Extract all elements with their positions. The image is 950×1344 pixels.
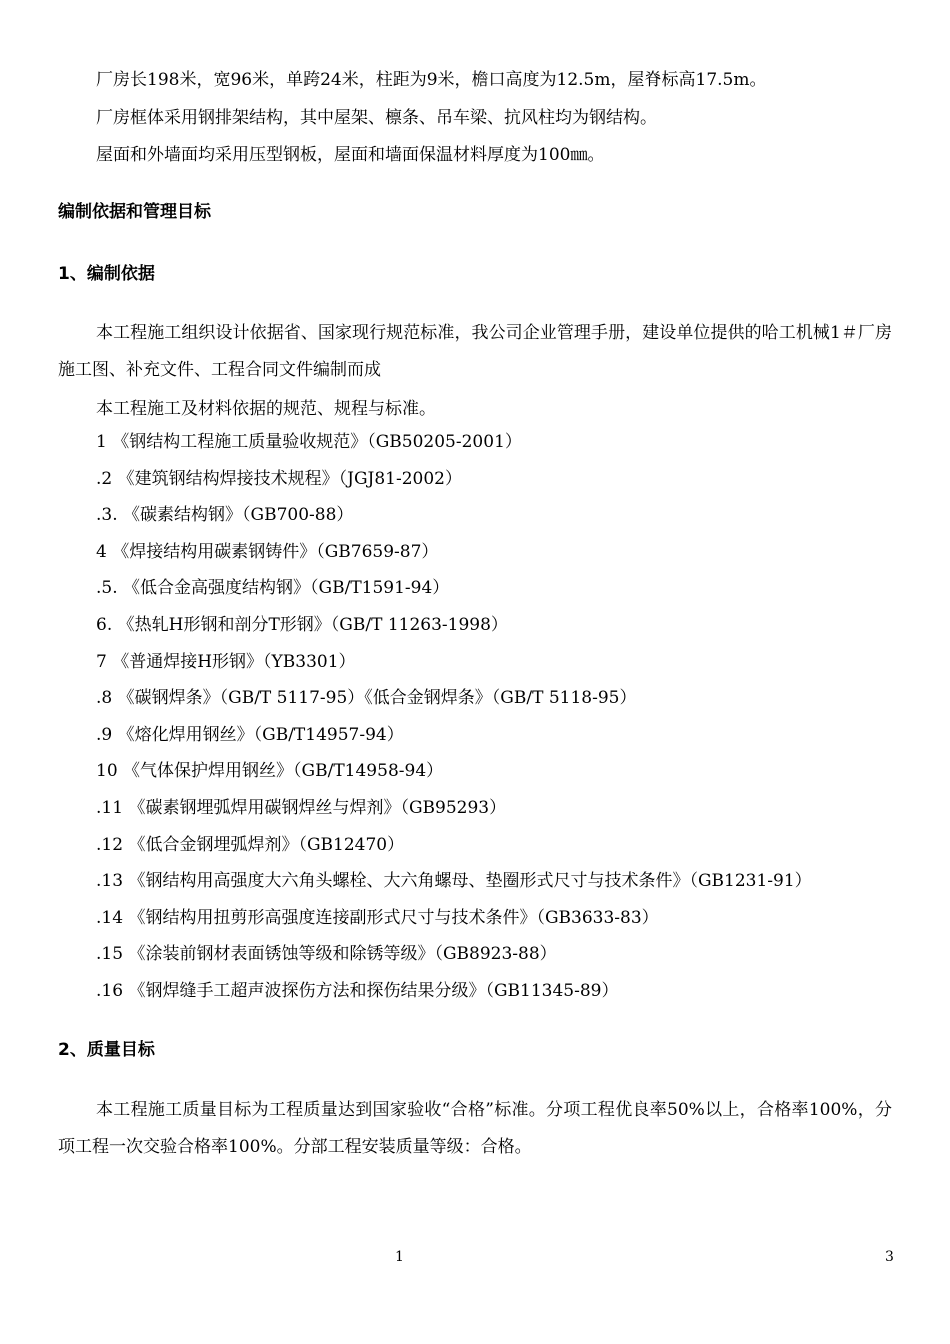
reference-item-16: .16 《钢焊缝手工超声波探伤方法和探伤结果分级》（GB11345-89） [96,980,619,1001]
reference-item-13: .13 《钢结构用高强度大六角头螺栓、大六角螺母、垫圈形式尺寸与技术条件》（GB1231-91） [96,871,812,892]
reference-item-1: 1 《钢结构工程施工质量验收规范》（GB50205-2001） [96,432,522,452]
reference-list [96,428,812,1014]
reference-item-7: 7 《普通焊接H形钢》（YB3301） [96,651,356,672]
reference-item-6: 6. 《热轧H形钢和剖分T形钢》（GB/T 11263-1998） [96,614,508,635]
quality-heading: 2、质量目标 [58,1040,155,1060]
intro-line-2: 厂房框体采用钢排架结构，其中屋架、檩条、吊车梁、抗风柱均为钢结构。 [96,108,657,128]
section-title: 编制依据和管理目标 [58,202,211,222]
reference-item-3: .3. 《碳素结构钢》（GB700-88） [96,505,354,526]
intro-line-1: 厂房长198米，宽96米，单跨24米，柱距为9米，檐口高度为12.5m，屋脊标高17.5m。 [96,70,767,90]
reference-item-5: .5. 《低合金高强度结构钢》（GB/T1591-94） [96,578,450,599]
reference-item-10: 10 《气体保护焊用钢丝》（GB/T14958-94） [96,761,444,782]
basis-heading: 1、编制依据 [58,264,155,284]
reference-item-2: .2 《建筑钢结构焊接技术规程》（JGJ81-2002） [96,468,462,489]
reference-item-15: .15 《涂装前钢材表面锈蚀等级和除锈等级》（GB8923-88） [96,944,557,965]
quality-paragraph: 本工程施工质量目标为工程质量达到国家验收“合格”标准。分项工程优良率50%以上，合格率100%，分项工程一次交验合格率100%。分部工程安装质量等级：合格。 [58,1100,892,1157]
total-pages: 3 [885,1249,894,1265]
reference-item-11: .11 《碳素钢埋弧焊用碳钢焊丝与焊剂》（GB95293） [96,797,507,818]
reference-item-8: .8 《碳钢焊条》（GB/T 5117-95）《低合金钢焊条》（GB/T 5118-95） [96,688,637,709]
reference-item-4: 4 《焊接结构用碳素钢铸件》（GB7659-87） [96,541,439,562]
reference-item-14: .14 《钢结构用扭剪形高强度连接副形式尺寸与技术条件》（GB3633-83） [96,907,659,928]
basis-paragraph: 本工程施工组织设计依据省、国家现行规范标准，我公司企业管理手册，建设单位提供的哈工机械1＃厂房施工图、补充文件、工程合同文件编制而成 [58,323,892,380]
reference-item-9: .9 《熔化焊用钢丝》（GB/T14957-94） [96,724,404,745]
basis-list-intro: 本工程施工及材料依据的规范、规程与标准。 [96,399,436,419]
page-number: 1 [395,1249,404,1265]
intro-line-3: 屋面和外墙面均采用压型钢板，屋面和墙面保温材料厚度为100㎜。 [96,145,605,165]
reference-item-12: .12 《低合金钢埋弧焊剂》（GB12470） [96,834,405,855]
